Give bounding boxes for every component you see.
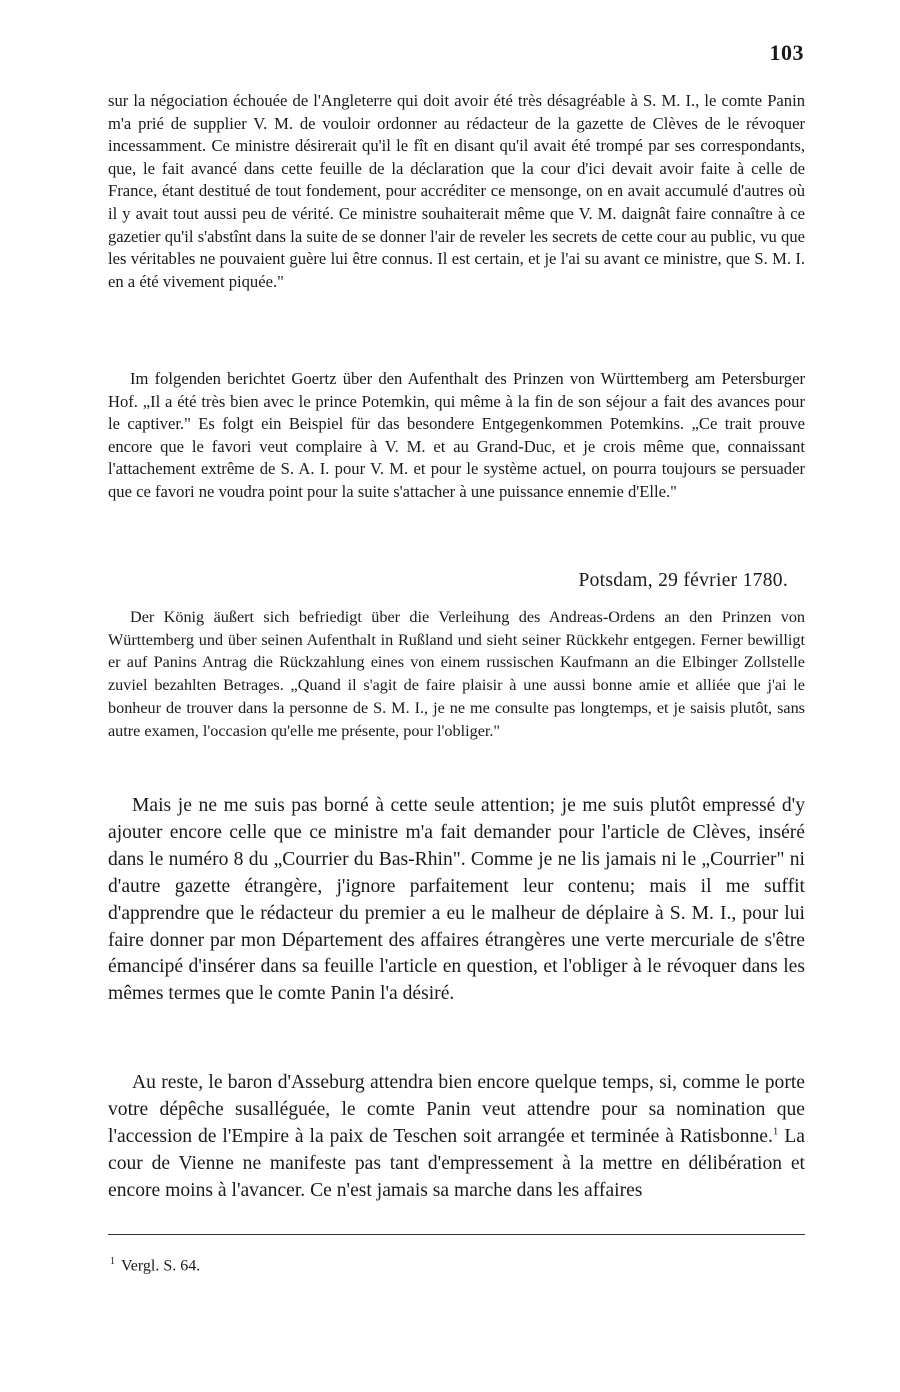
letter-paragraph-2-text — [108, 1070, 805, 1205]
footnote — [110, 1252, 200, 1276]
letter-paragraph-1 — [108, 793, 805, 1008]
letter-summary — [108, 606, 805, 742]
letter-continuation-text: sur la négociation échouée de l'Angleterre qui doit avoir été très désagréable à S. M. I., le comte Panin m'a prié de supplier V. M. de vouloir ordonner au rédacteur de la gazette de Clèves de le révoquer incessamment. Ce ministre désirerait qu'il le fît en disant qu'il avait été trompé par ses correspondants, que, le fait avancé dans cette feuille de la déclaration que la cour d'ici devait avoir faite à celle de France, étant destitué de tout fondement, pour accréditer ce mensonge, on en avait accumulé d'autres où il y avait tout aussi peu de vérité. Ce ministre souhaiterait même que V. M. daignât faire connaître à ce gazetier qu'il s'abstînt dans la suite de se donner l'air de reveler les secrets de cette cour au public, vu que les véritables ne pouvaient guère lui être connus. Il est certain, et je l'ai su avant ce ministre, que S. M. I. en a été vivement piquée." — [108, 91, 805, 291]
paragraph-2-text-start: Au reste, le baron d'Asseburg attendra bien encore quelque temps, si, comme le porte votre dépêche susalléguée, le comte Panin veut attendre pour sa nomination que l'accession de l'Empire à la paix de Teschen soit arrangée et terminée à Ratisbonne. — [108, 1072, 805, 1147]
footnote-reference: 1 — [772, 1125, 779, 1138]
page-number: 103 — [769, 40, 804, 65]
letter-summary-text: Der König äußert sich befriedigt über die Verleihung des Andreas-Ordens an den Prinzen von Württemberg und über seinen Aufenthalt in Rußland und sieht seiner Rückkehr entgegen. Ferner bewilligt er auf Panins Antrag die Rückzahlung eines von einem russischen Kaufmann an die Elbinger Zollstelle zuviel bezahlten Betrages. „Quand il s'agit de faire plaisir à une aussi bonne amie et alliée que j'ai le bonheur de trouver dans la personne de S. M. I., je ne me consulte pas longtemps, et je saisis plutôt, sans autre examen, l'occasion qu'elle me présente, pour l'obliger." — [108, 608, 805, 740]
dateline: Potsdam, 29 février 1780. — [578, 570, 788, 591]
footnote-text: Vergl. S. 64. — [121, 1257, 201, 1275]
editorial-note — [108, 368, 805, 504]
letter-continuation — [108, 90, 805, 293]
letter-paragraph-1-text: Mais je ne me suis pas borné à cette seule attention; je me suis plutôt empressé d'y ajouter encore celle que ce ministre m'a fait demander pour l'article de Clèves, inséré dans le numéro 8 du „Courrier du Bas-Rhin". Comme je ne lis jamais ni le „Courrier" ni d'autre gazette étrangère, j'ignore parfaitement leur contenu; mais il me suffit d'apprendre que le rédacteur du premier a eu le malheur de déplaire à S. M. I., pour lui faire donner par mon Département des affaires étrangères une verte mercuriale de s'être émancipé d'insérer dans sa feuille l'article en question, et l'obliger à le révoquer dans les mêmes termes que le comte Panin l'a désiré. — [108, 795, 805, 1005]
paragraph-2-text-end: La cour de Vienne ne manifeste pas tant d'empressement à la mettre en délibération et encore moins à l'avancer. Ce n'est jamais sa marche dans les affaires — [108, 1125, 805, 1201]
footnote-marker: 1 — [110, 1256, 115, 1267]
letter-paragraph-2 — [108, 1070, 805, 1205]
footnote-divider — [108, 1234, 805, 1235]
editorial-note-text: Im folgenden berichtet Goertz über den Aufenthalt des Prinzen von Württemberg am Petersburger Hof. „Il a été très bien avec le prince Potemkin, qui même à la fin de son séjour a fait des avances pour le captiver." Es folgt ein Beispiel für das besondere Entgegenkommen Potemkins. „Ce trait prouve encore que le favori veut complaire à V. M. et au Grand-Duc, et je crois même que, connaissant l'attachement extrême de S. A. I. pour V. M. et pour le système actuel, on pourra toujours se persuader que ce favori ne voudra point pour la suite s'attacher à une puissance ennemie d'Elle." — [108, 369, 805, 501]
